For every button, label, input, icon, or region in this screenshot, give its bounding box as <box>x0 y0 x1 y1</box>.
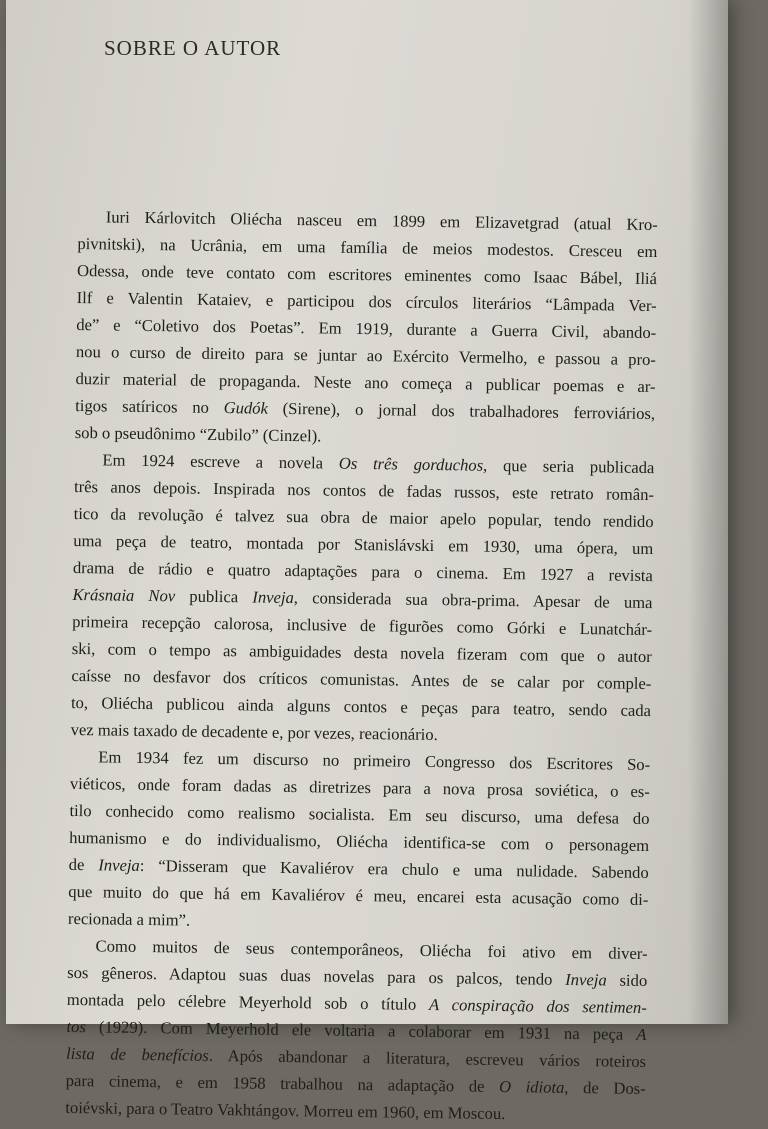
text-segment: Ilf e Valentin Kataiev, e participou dos círculos literários “Lâmpada Ver- <box>76 287 657 316</box>
text-segment: (Sirene), o jornal dos trabalhadores ferroviários, <box>267 398 656 424</box>
text-segment: tilo conhecido como realismo socialista. Em seu discurso, uma defesa do <box>69 800 650 829</box>
text-segment: duzir material de propaganda. Neste ano começa a publicar poemas e ar- <box>75 368 656 397</box>
text-segment: Em 1924 escreve a novela <box>102 450 339 473</box>
text-segment: primeira recepção calorosa, inclusive de figurões como Górki e Lunatchár- <box>72 611 653 640</box>
italic-title: A conspiração dos sentimen- <box>428 994 647 1018</box>
text-segment: pivnitski), na Ucrânia, em uma família de meios modestos. Cresceu em <box>77 233 658 262</box>
text-segment: de” e “Coletivo dos Poetas”. Em 1919, durante a Guerra Civil, abando- <box>76 314 657 343</box>
author-biography <box>65 203 658 1129</box>
text-segment: caísse no desfavor dos críticos comunistas. Antes de se calar por comple- <box>71 665 652 694</box>
text-segment: . Após abandonar a literatura, escreveu vários roteiros <box>208 1045 647 1072</box>
italic-title: Inveja <box>565 969 607 990</box>
text-segment: sob o pseudônimo “Zubilo” (Cinzel). <box>74 422 322 446</box>
italic-title: lista de benefícios <box>65 1043 209 1065</box>
page-edge-shadow <box>688 0 728 1024</box>
text-segment: Odessa, onde teve contato com escritores eminentes como Isaac Bábel, Iliá <box>76 260 658 289</box>
text-segment: tico da revolução é talvez sua obra de maior apelo popular, tendo rendido <box>73 503 654 532</box>
text-segment: , que seria publicada <box>482 455 655 478</box>
text-segment: Em 1934 fez um discurso no primeiro Congresso dos Escritores So- <box>98 747 651 775</box>
text-segment: to, Oliécha publicou ainda alguns contos e peças para teatro, sendo cada <box>70 692 652 721</box>
italic-title: Inveja <box>252 587 294 608</box>
text-segment: drama de rádio e quatro adaptações para o cinema. Em 1927 a revista <box>72 557 653 586</box>
text-segment: nou o curso de direito para se juntar ao Exército Vermelho, e passou a pro- <box>75 341 657 370</box>
italic-title: Inveja <box>98 855 140 875</box>
text-segment: tigos satíricos no <box>75 395 224 418</box>
text-segment: três anos depois. Inspirada nos contos de fadas russos, este retrato român- <box>73 476 655 505</box>
text-segment: : “Disseram que Kavaliérov era chulo e uma nulidade. Sabendo <box>139 855 649 883</box>
italic-title: Gudók <box>223 398 269 418</box>
text-segment: sos gêneros. Adaptou suas duas novelas para os palcos, tendo <box>67 962 566 989</box>
italic-title: tos <box>66 1016 87 1037</box>
italic-title: Krásnaia Nov <box>72 584 176 606</box>
text-segment: montada pelo célebre Meyerhold sob o título <box>66 989 430 1014</box>
text-segment: ski, com o tempo as ambiguidades desta novela fizeram com que o autor <box>71 638 652 667</box>
text-segment: publica <box>175 586 253 607</box>
text-segment: Iuri Kárlovitch Oliécha nasceu em 1899 em Elizavetgrad (atual Kro- <box>105 207 658 235</box>
text-segment: vez mais taxado de decadente e, por vezes, reacionário. <box>70 719 438 745</box>
text-segment: que muito do que há em Kavaliérov é meu, encarei esta acusação como di- <box>68 881 649 910</box>
page-title: SOBRE O AUTOR <box>104 36 282 60</box>
italic-title: A <box>636 1024 647 1045</box>
text-segment: , considerada sua obra-prima. Apesar de uma <box>293 588 653 613</box>
text-segment: (1929). Com Meyerhold ele voltaria a colaborar em 1931 na peça <box>85 1017 637 1044</box>
text-segment: humanismo e do individualismo, Oliécha identifica-se com o personagem <box>69 827 650 856</box>
text-segment: recionada a mim”. <box>67 908 191 930</box>
text-segment: viéticos, onde foram dadas as diretrizes para a nova prosa soviética, o es- <box>69 773 650 802</box>
text-segment: Como muitos de seus contemporâneos, Oliécha foi ativo em diver- <box>95 936 648 964</box>
text-segment: para cinema, e em 1958 trabalhou na adaptação de <box>65 1070 500 1096</box>
text-segment: sido <box>606 970 648 991</box>
text-segment: de <box>68 854 99 875</box>
italic-title: Os três gorduchos <box>338 453 484 475</box>
text-segment: toiévski, para o Teatro Vakhtángov. Morreu em 1960, em Moscou. <box>65 1097 506 1124</box>
italic-title: O idiota <box>498 1076 565 1097</box>
text-segment: , de Dos- <box>564 1077 646 1099</box>
text-segment: uma peça de teatro, montada por Stanislávski em 1930, uma ópera, um <box>73 530 654 559</box>
book-page <box>6 0 728 1124</box>
